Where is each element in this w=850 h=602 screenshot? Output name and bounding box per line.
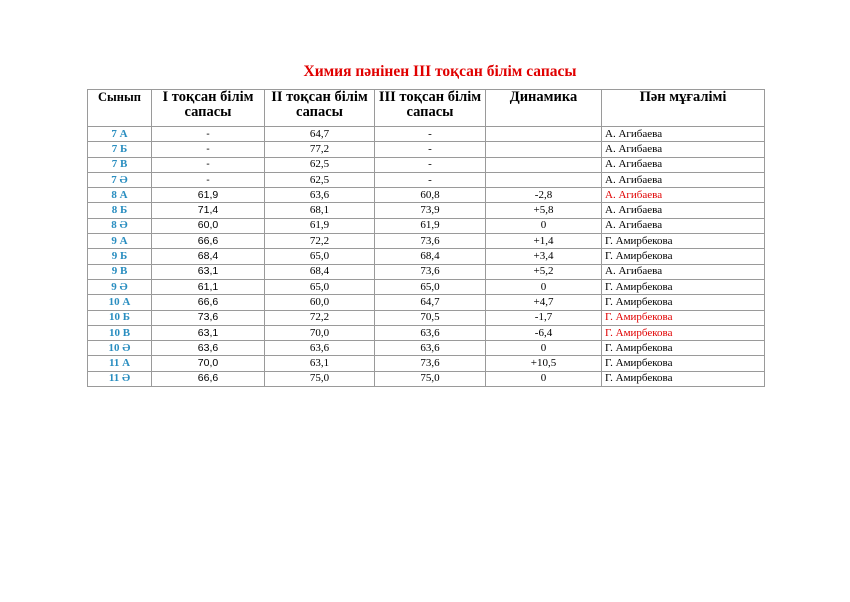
cell-class: 9 А [88,234,152,249]
cell-q1: 71,4 [152,203,265,218]
cell-dynamics: 0 [486,279,602,294]
cell-q2: 64,7 [265,127,375,142]
cell-class: 8 Б [88,203,152,218]
cell-q1: 66,6 [152,234,265,249]
header-q2: II тоқсан білім сапасы [265,90,375,127]
table-row [88,142,765,157]
cell-class: 10 А [88,295,152,310]
cell-q3: 63,6 [375,341,486,356]
cell-q3: - [375,172,486,187]
cell-q3: - [375,142,486,157]
cell-q1: - [152,142,265,157]
cell-q2: 65,0 [265,249,375,264]
cell-q1: - [152,157,265,172]
cell-q2: 77,2 [265,142,375,157]
cell-class: 7 Ә [88,172,152,187]
cell-q1: 63,6 [152,341,265,356]
cell-q3: 73,6 [375,234,486,249]
cell-dynamics: +5,2 [486,264,602,279]
cell-q2: 72,2 [265,310,375,325]
header-q1: I тоқсан білім сапасы [152,90,265,127]
table-row [88,341,765,356]
cell-q1: 66,6 [152,371,265,386]
table-row [88,264,765,279]
table-row [88,172,765,187]
cell-q2: 65,0 [265,279,375,294]
cell-q3: 70,5 [375,310,486,325]
cell-q2: 61,9 [265,218,375,233]
cell-class: 10 Б [88,310,152,325]
table-row [88,157,765,172]
cell-teacher: Г. Амирбекова [602,234,765,249]
cell-q1: 66,6 [152,295,265,310]
cell-q3: 68,4 [375,249,486,264]
cell-q1: 61,9 [152,188,265,203]
cell-teacher: Г. Амирбекова [602,295,765,310]
table-row [88,279,765,294]
cell-q3: 73,9 [375,203,486,218]
cell-q1: 61,1 [152,279,265,294]
cell-class: 11 А [88,356,152,371]
cell-class: 7 А [88,127,152,142]
cell-q3: 61,9 [375,218,486,233]
cell-q1: 73,6 [152,310,265,325]
cell-q2: 63,6 [265,341,375,356]
cell-teacher: Г. Амирбекова [602,310,765,325]
cell-teacher: А. Агибаева [602,218,765,233]
cell-q1: 63,1 [152,264,265,279]
table-row [88,249,765,264]
cell-q2: 75,0 [265,371,375,386]
cell-teacher: А. Агибаева [602,188,765,203]
cell-q3: 65,0 [375,279,486,294]
table-row [88,188,765,203]
cell-q2: 70,0 [265,325,375,340]
cell-q2: 72,2 [265,234,375,249]
cell-q2: 68,4 [265,264,375,279]
table-row [88,234,765,249]
cell-dynamics: +1,4 [486,234,602,249]
cell-q1: 68,4 [152,249,265,264]
cell-teacher: А. Агибаева [602,172,765,187]
cell-dynamics: +10,5 [486,356,602,371]
cell-teacher: А. Агибаева [602,157,765,172]
header-q3: III тоқсан білім сапасы [375,90,486,127]
cell-class: 8 Ә [88,218,152,233]
cell-q3: - [375,157,486,172]
table-body [88,127,765,387]
page-title: Химия пәнінен III тоқсан білім сапасы [303,63,577,80]
cell-teacher: Г. Амирбекова [602,341,765,356]
table-row [88,203,765,218]
table-header-row [88,90,765,127]
cell-dynamics: -1,7 [486,310,602,325]
table-row [88,295,765,310]
cell-q1: 70,0 [152,356,265,371]
cell-dynamics: -6,4 [486,325,602,340]
table-row [88,356,765,371]
cell-class: 9 Б [88,249,152,264]
cell-class: 11 Ә [88,371,152,386]
cell-q3: - [375,127,486,142]
header-dynamics: Динамика [486,90,602,127]
cell-teacher: А. Агибаева [602,142,765,157]
cell-q1: - [152,172,265,187]
cell-dynamics [486,172,602,187]
cell-q3: 64,7 [375,295,486,310]
cell-class: 10 В [88,325,152,340]
table-row [88,218,765,233]
cell-teacher: А. Агибаева [602,264,765,279]
cell-class: 9 Ә [88,279,152,294]
cell-dynamics: 0 [486,341,602,356]
cell-class: 7 В [88,157,152,172]
cell-class: 7 Б [88,142,152,157]
cell-class: 8 А [88,188,152,203]
cell-dynamics: +4,7 [486,295,602,310]
cell-dynamics [486,142,602,157]
table-row [88,371,765,386]
cell-dynamics: -2,8 [486,188,602,203]
cell-teacher: Г. Амирбекова [602,279,765,294]
cell-teacher: Г. Амирбекова [602,249,765,264]
cell-dynamics [486,157,602,172]
cell-q2: 68,1 [265,203,375,218]
table-row [88,310,765,325]
cell-q3: 75,0 [375,371,486,386]
cell-dynamics: +5,8 [486,203,602,218]
cell-dynamics: 0 [486,218,602,233]
cell-dynamics: +3,4 [486,249,602,264]
cell-q2: 63,1 [265,356,375,371]
cell-q2: 63,6 [265,188,375,203]
cell-teacher: Г. Амирбекова [602,356,765,371]
cell-dynamics [486,127,602,142]
cell-q2: 62,5 [265,157,375,172]
cell-teacher: А. Агибаева [602,127,765,142]
cell-q3: 60,8 [375,188,486,203]
cell-q1: - [152,127,265,142]
table-row [88,325,765,340]
cell-teacher: Г. Амирбекова [602,325,765,340]
cell-q1: 63,1 [152,325,265,340]
grade-table [87,89,765,387]
header-class: Сынып [88,90,152,127]
cell-class: 9 В [88,264,152,279]
cell-teacher: А. Агибаева [602,203,765,218]
header-teacher: Пән мұғалімі [602,90,765,127]
cell-q3: 73,6 [375,356,486,371]
cell-dynamics: 0 [486,371,602,386]
cell-q2: 60,0 [265,295,375,310]
cell-q1: 60,0 [152,218,265,233]
table-row [88,127,765,142]
cell-q3: 73,6 [375,264,486,279]
cell-class: 10 Ә [88,341,152,356]
cell-q3: 63,6 [375,325,486,340]
cell-q2: 62,5 [265,172,375,187]
cell-teacher: Г. Амирбекова [602,371,765,386]
